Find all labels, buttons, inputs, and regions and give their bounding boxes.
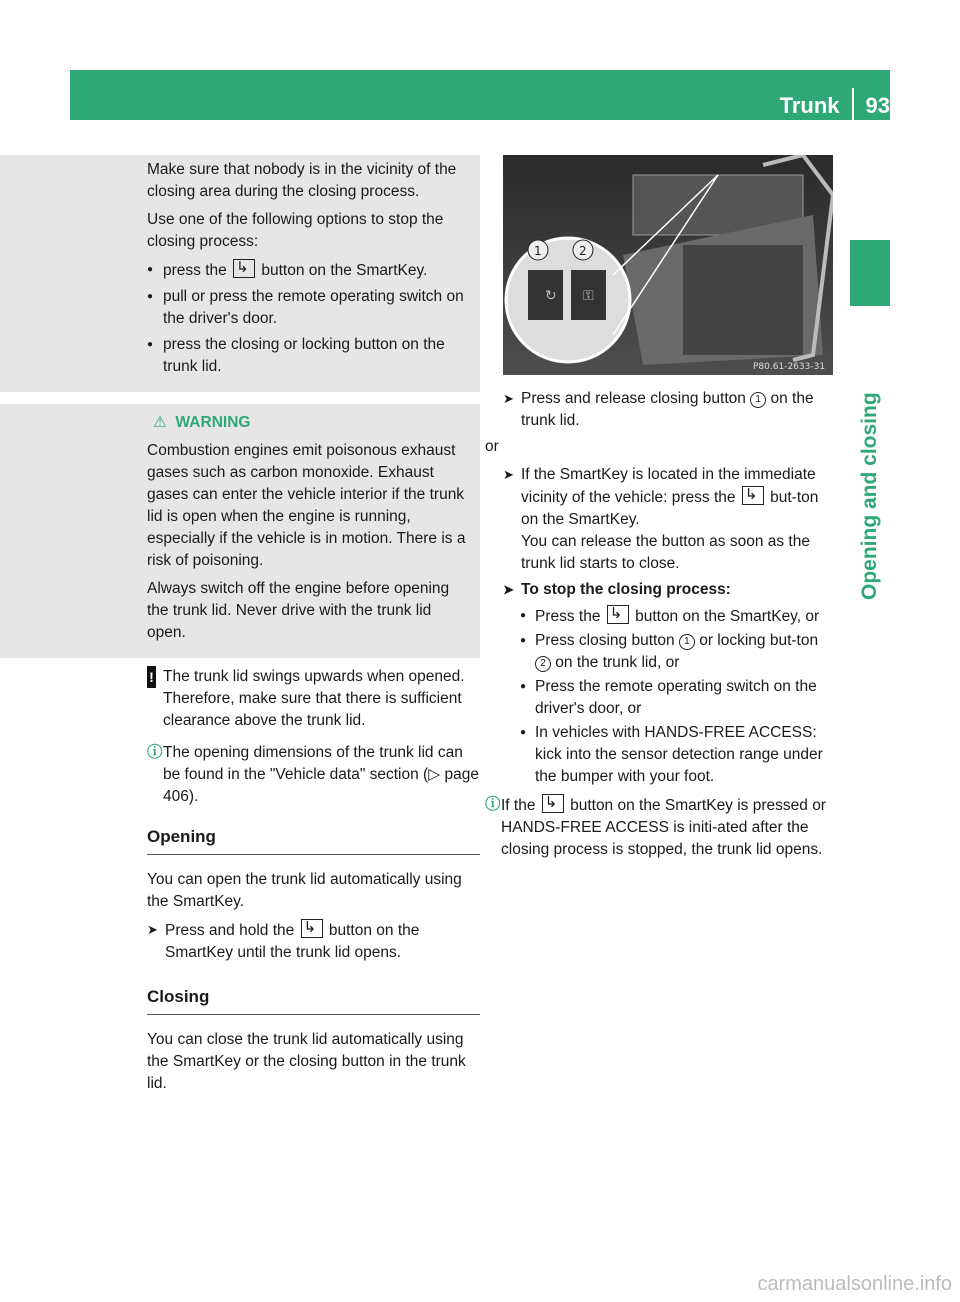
callout-1-icon: 1 [679,634,695,650]
list-item: ● pull or press the remote operating switch on the driver's door. [147,286,472,330]
page-ref-arrow-icon: ▷ [428,766,441,783]
list-item: ● press the ↳ button on the SmartKey. [147,259,472,282]
right-column [485,388,833,861]
closing-heading: Closing [147,986,480,1015]
stop-options-box [0,155,480,392]
list-item: ● Press the ↳ button on the SmartKey, or [503,605,833,628]
list-item: ● press the closing or locking button on the trunk lid. [147,334,472,378]
list-item: ● Press the remote operating switch on the driver's door, or [503,676,833,720]
step-item: ➤ If the SmartKey is located in the immediate vicinity of the vehicle: press the ↳ but-ton on the SmartKey. You can release the button as soon as the trunk lid starts to close. [503,464,833,575]
closing-text: You can close the trunk lid automatically using the SmartKey or the closing button in the trunk lid. [147,1031,466,1092]
or-text: or [485,438,499,455]
side-label [850,310,890,610]
step-item: ➤ Press and hold the ↳ button on the SmartKey until the trunk lid opens. [147,919,480,964]
header-title [780,88,890,124]
callout-1-icon: 1 [750,392,766,408]
notice: ! The trunk lid swings upwards when opened. Therefore, make sure that there is sufficient clearance above the trunk lid. [147,666,480,732]
callout-2: 2 [579,244,587,258]
info-icon: ⓘ [147,744,163,761]
trunk-key-icon [301,919,323,938]
image-code: P80.61-2633-31 [753,362,826,372]
callout-2-icon: 2 [535,656,551,672]
info-note: ⓘ If the ↳ button on the SmartKey is pressed or HANDS-FREE ACCESS is initi-ated after the closing process is stopped, the trunk lid opens. [485,794,833,861]
warning-box [0,404,480,658]
warning-triangle-icon: ⚠ [153,414,167,431]
notice-icon: ! [147,666,156,688]
header-separator [852,88,854,124]
page-number: 93 [865,93,890,118]
left-column [147,155,480,1101]
step-item: ➤ Press and release closing button 1 on the trunk lid. [503,388,833,432]
callout-1: 1 [534,244,542,258]
header-bar [70,70,890,120]
box-paragraph: Use one of the following options to stop the closing process: [147,211,444,250]
info-note: ⓘ The opening dimensions of the trunk lid can be found in the "Vehicle data" section (▷ page 406). [147,744,479,805]
box-paragraph: Make sure that nobody is in the vicinity of the closing area during the closing process. [147,161,457,200]
trunk-key-icon [542,794,564,813]
svg-text:↻: ↻ [545,288,557,304]
svg-text:⚿: ⚿ [583,288,594,304]
info-icon: ⓘ [485,796,501,813]
warning-text: Combustion engines emit poisonous exhaust gases such as carbon monoxide. Exhaust gases can enter the vehicle interior if the trunk lid is open when the engine is running, especially if the vehicle is in motion. There is a risk of poisoning. [147,442,466,569]
list-item: ● In vehicles with HANDS-FREE ACCESS: kick into the sensor detection range under the bumper with your foot. [503,722,833,788]
trunk-key-icon [233,259,255,278]
trunk-key-icon [742,486,764,505]
side-tab [850,240,890,306]
trunk-key-icon [607,605,629,624]
trunk-photo [503,155,833,375]
warning-text: Always switch off the engine before opening the trunk lid. Never drive with the trunk lid open. [147,580,450,641]
trunk-illustration [503,155,833,375]
stop-heading: ➤ To stop the closing process: [503,579,833,601]
watermark: carmanualsonline.info [757,1273,952,1295]
opening-text: You can open the trunk lid automatically using the SmartKey. [147,871,462,910]
list-item: ● Press closing button 1 or locking but-ton 2 on the trunk lid, or [503,630,833,674]
chapter-label: Opening and closing [858,392,881,600]
opening-heading: Opening [147,826,480,855]
warning-heading: ⚠ WARNING [153,414,251,431]
section-title: Trunk [779,93,840,118]
